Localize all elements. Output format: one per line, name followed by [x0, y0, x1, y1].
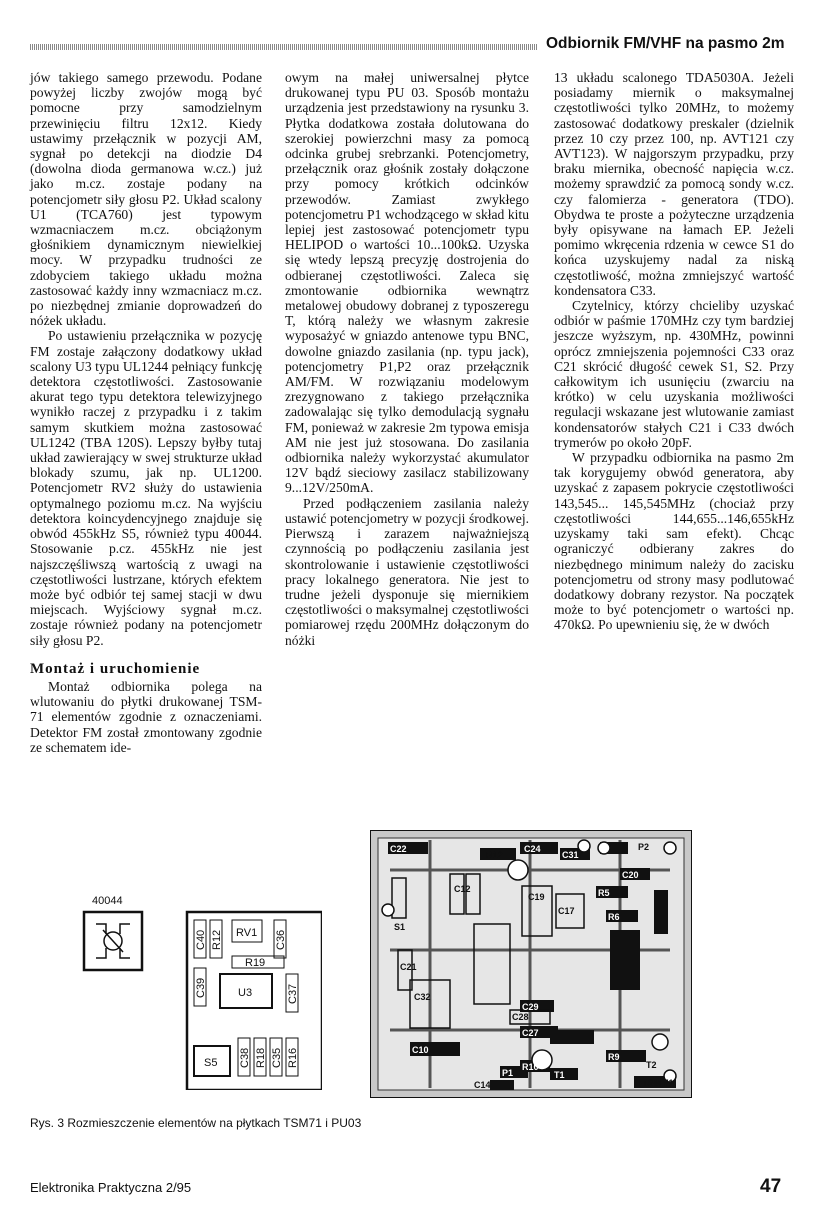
figure-label: 40044 — [92, 895, 123, 907]
svg-text:C36: C36 — [275, 929, 287, 950]
paragraph: Po ustawieniu przełącznika w pozycję FM zostaje załączony dodatkowy układ scalony U3 typu UL1244 pełniący funkcję detektora częstotliwości. Zastosowanie akurat tego typu detektora telewizyjnego wynikło raczej z przypadku i z takim samym skutkiem można zastosować UL1242 (TBA 120S). Lepszy byłby tutaj układ zawierający w swej strukturze układ blokady szumu, jak np. UL1200. Potencjometr RV2 służy do ustawienia optymalnego poziomu m.cz. Na wyjściu detektora koincydencyjnego znajduje się obwód 455kHz S5, również typu 40044. Stosowanie p.cz. 455kHz nie jest najszczęśliwszą wartością z uwagi na częstotliwości lustrzane, których efektem może być odbiór tej samej stacji w dwu miejscach. Wyjściowy sygnał m.cz. zostaje również podany na potencjometr siły głosu P2. — [30, 328, 262, 648]
svg-text:C24: C24 — [524, 844, 541, 854]
svg-text:C22: C22 — [390, 844, 407, 854]
svg-text:S5: S5 — [204, 1057, 218, 1069]
paragraph: W przypadku odbiornika na pasmo 2m tak korygujemy obwód generatora, aby uzyskać z zapasem pokrycie częstotliwości 143,545... 145,545MHz (chociaż przy częstotliwości 144,655...146,655kHz uzyskamy taki sam efekt). Chcąc ograniczyć odbierany zakres do niezbędnego minimum należy do zacisku potencjometru od strony masy podlutować dodatkowy dobrany rezystor. Na początek może to być potencjometr o wartości np. 470kΩ. Po upewnieniu się, że w dwóch — [554, 450, 794, 633]
svg-text:S1: S1 — [394, 922, 406, 932]
svg-text:C27: C27 — [522, 1028, 539, 1038]
tsm71-board-figure — [370, 830, 692, 1098]
svg-text:C14: C14 — [474, 1080, 491, 1090]
figure-caption: Rys. 3 Rozmieszczenie elementów na płytkach TSM71 i PU03 — [30, 1116, 362, 1130]
paragraph: jów takiego samego przewodu. Podane powyżej liczby zwojów mogą być pomocne przy samodzielnym przewinięciu filtru 12x12. Kiedy ustawimy przełącznik w pozycji AM, sygnał po detekcji na diodzie D4 (dowolna dioda germanowa w.cz.) już jako m.cz. zostaje podany na potencjometr siły głosu P2. Układ scalony U1 (TCA760) jest typowym wzmacniaczem m.cz. obciążonym głośnikiem dynamicznym niewielkiej mocy. W przypadku trudności ze zdobyciem takiego układu można zastosować każdy inny wzmacniacz m.cz. po niezbędnej zmianie doprowadzeń do nóżek układu. — [30, 70, 262, 329]
svg-text:C35: C35 — [271, 1047, 283, 1068]
column-2 — [285, 70, 529, 648]
svg-text:C39: C39 — [195, 977, 207, 998]
svg-text:R16: R16 — [287, 1047, 299, 1068]
section-heading: Montaż i uruchomienie — [30, 660, 201, 677]
svg-text:R6: R6 — [608, 912, 620, 922]
svg-text:C29: C29 — [522, 1002, 539, 1012]
svg-text:C38: C38 — [239, 1047, 251, 1068]
svg-text:C19: C19 — [528, 892, 545, 902]
svg-text:R10: R10 — [522, 1062, 539, 1072]
svg-text:P1: P1 — [502, 1068, 514, 1078]
paragraph: owym na małej uniwersalnej płytce drukowanej typu PU 03. Sposób montażu urządzenia jest przedstawiony na rysunku 3. Płytka dodatkowa została dolutowana do szerokiej powierzchni masy za pomocą odcinka grubej srebrzanki. Potencjometry, przełącznik oraz głośnik zostały dołączone przy pomocy krótkich odcinków przewodów. Zamiast zwykłego potencjometru P1 wchodzącego w skład kitu lepiej jest zastosować potencjometr typu HELIPOD o wartości 10...100kΩ. Uzyska się wtedy lepszą precyzję dostrojenia do odbieranej częstotliwości. Zaleca się zmontowanie odbiornika wewnątrz metalowej obudowy dobranej z typoszeregu T, którą należy we własnym zakresie wyposażyć w gniazdo antenowe typu BNC, dowolne gniazdo zasilania (np. typu jack), potencjometry P1,P2 oraz przełącznik AM/FM. W rozwiązaniu modelowym zrezygnowano z takiego przełącznika zadowalając się tylko demodulacją sygnału FM, ponieważ w zakresie 2m typowa emisja AM nie jest już stosowana. Do zasilania odbiornika należy wykorzystać akumulator 12V bądź sieciowy zasilacz stabilizowany 9...12V/250mA. — [285, 70, 529, 496]
svg-text:C17: C17 — [558, 906, 575, 916]
svg-text:C37: C37 — [287, 983, 299, 1004]
svg-text:R12: R12 — [486, 850, 503, 860]
svg-text:C31: C31 — [562, 850, 579, 860]
svg-text:RV1: RV1 — [236, 927, 258, 939]
svg-text:TSM 71: TSM 71 — [642, 1078, 674, 1088]
footer-magazine: Elektronika Praktyczna 2/95 — [30, 1180, 192, 1195]
pu03-board-figure — [62, 850, 322, 1090]
svg-text:C12: C12 — [454, 884, 471, 894]
section-title: Odbiornik FM/VHF na pasmo 2m — [546, 35, 785, 52]
column-1 — [30, 70, 262, 755]
svg-text:T2: T2 — [646, 1060, 657, 1070]
svg-text:P2: P2 — [638, 842, 650, 852]
svg-text:C28: C28 — [512, 1012, 529, 1022]
svg-text:R12: R12 — [211, 929, 223, 950]
svg-text:C20: C20 — [622, 870, 639, 880]
paragraph: Czytelnicy, którzy chcieliby uzyskać odbiór w paśmie 170MHz czy tym bardziej jeszcze wyższym, np. 430MHz, powinni oprócz zmniejszenia pojemności C33 oraz C21 skrócić długość cewek S1, S2. Przy całkowitym ich usunięciu (zwarciu na krótko) w celu uzyskania możliwości regulacji wskazane jest wlutowanie zamiast kondensatorów stałych C21 i C33 dwóch trymerów po około 20pF. — [554, 298, 794, 450]
svg-text:C10: C10 — [412, 1045, 429, 1055]
svg-text:C21: C21 — [400, 962, 417, 972]
paragraph: 13 układu scalonego TDA5030A. Jeżeli posiadamy miernik o maksymalnej częstotliwości tylko 20MHz, to możemy zastosować dodatkowy preskaler (dzielnik przez 10 czy przez 100, np. AVT121 czy AVT123). W najgorszym przypadku, przy braku miernika, obecność napięcia w.cz. możemy sprawdzić za pomocą sondy w.cz. czy falomierza - generatora (TDO). Obydwa te proste a pożyteczne urządzenia były opisywane na łamach EP. Jeżeli pomimo wkręcenia rdzenia w cewce S1 do końca uzyskujemy nadal za niską częstotliwość, można zmniejszyć wartość kondensatora C33. — [554, 70, 794, 298]
header-rule — [30, 44, 538, 50]
svg-text:T1: T1 — [554, 1070, 565, 1080]
paragraph: Przed podłączeniem zasilania należy ustawić potencjometry w pozycji środkowej. Pierwszą i zarazem najważniejszą czynnością po podłączeniu zasilania jest skontrolowanie i ustawienie częstotliwości pracy lokalnego generatora. Nie jest to trudne jeżeli dysponuje się miernikiem częstotliwości o maksymalnej częstotliwości pomiarowej rzędu 200MHz dołączonym do nóżki — [285, 495, 529, 648]
svg-text:C40: C40 — [195, 929, 207, 950]
svg-text:C32: C32 — [414, 992, 431, 1002]
page-number: 47 — [760, 1176, 782, 1197]
svg-text:R9: R9 — [608, 1052, 620, 1062]
svg-text:R5: R5 — [598, 888, 610, 898]
column-3 — [554, 70, 794, 633]
svg-text:R18: R18 — [255, 1047, 267, 1068]
paragraph: Montaż odbiornika polega na wlutowaniu do płytki drukowanej TSM-71 elementów zgodnie z oznaczeniami. Detektor FM został zmontowany zgodnie ze schematem ide- — [30, 678, 262, 755]
svg-text:U3: U3 — [238, 987, 253, 999]
svg-text:R19: R19 — [245, 957, 266, 969]
